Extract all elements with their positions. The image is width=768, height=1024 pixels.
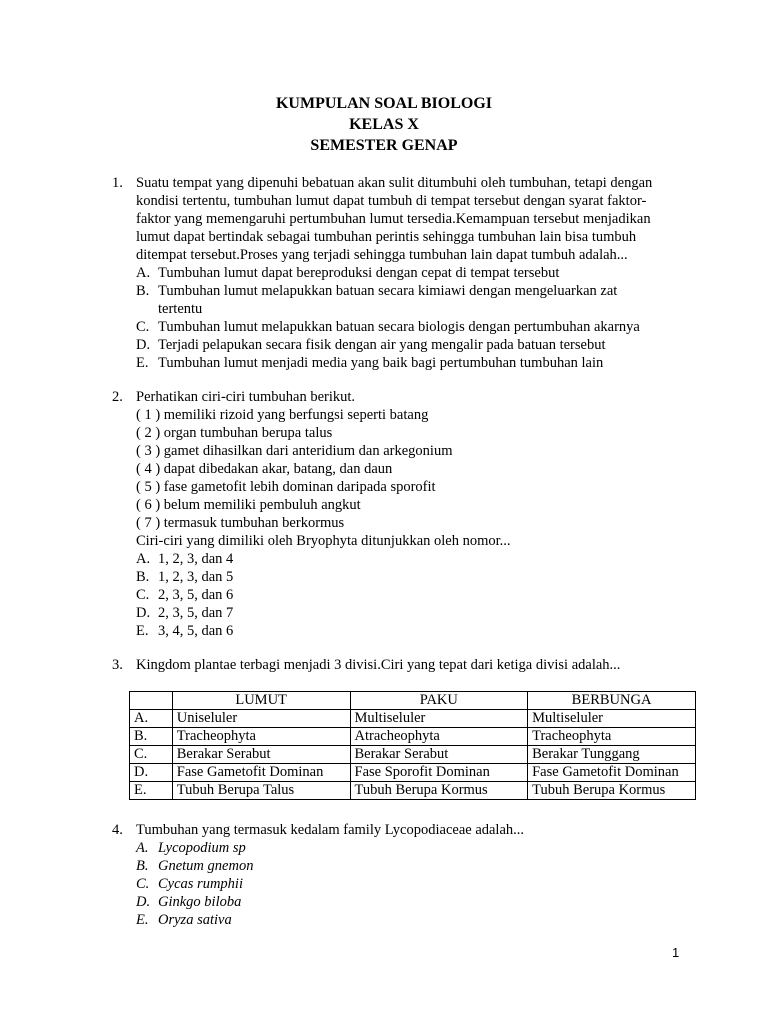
table-cell: Berakar Tunggang bbox=[528, 746, 696, 764]
table-header-cell: PAKU bbox=[350, 692, 528, 710]
characteristic-item: ( 7 ) termasuk tumbuhan berkormus bbox=[136, 515, 345, 531]
question-number: 1. bbox=[112, 175, 123, 191]
option-letter: C. bbox=[136, 319, 150, 335]
option-text: 1, 2, 3, dan 4 bbox=[158, 551, 234, 567]
page-number: 1 bbox=[672, 945, 680, 960]
option-letter: B. bbox=[136, 858, 149, 874]
option-text: Oryza sativa bbox=[158, 912, 232, 928]
question-number: 2. bbox=[112, 389, 123, 405]
option-text: Gnetum gnemon bbox=[158, 858, 254, 874]
table-cell: Tubuh Berupa Kormus bbox=[528, 782, 696, 800]
option-letter: E. bbox=[136, 355, 149, 371]
option-text: Lycopodium sp bbox=[158, 840, 246, 856]
option-letter: D. bbox=[136, 894, 151, 910]
option-letter: C. bbox=[136, 587, 150, 603]
characteristic-item: ( 1 ) memiliki rizoid yang berfungsi seperti batang bbox=[136, 407, 429, 423]
table-cell: Berakar Serabut bbox=[172, 746, 350, 764]
document-semester: SEMESTER GENAP bbox=[310, 137, 458, 154]
question-stem-line: ditempat tersebut.Proses yang terjadi sehingga tumbuhan lain dapat tumbuh adalah... bbox=[136, 247, 628, 263]
question-stem-line: faktor yang memengaruhi pertumbuhan lumut tersedia.Kemampuan tersebut menjadikan bbox=[136, 211, 651, 227]
option-text: Tumbuhan lumut melapukkan batuan secara biologis dengan pertumbuhan akarnya bbox=[158, 319, 640, 335]
table-cell: Fase Gametofit Dominan bbox=[172, 764, 350, 782]
characteristic-item: ( 3 ) gamet dihasilkan dari anteridium dan arkegonium bbox=[136, 443, 453, 459]
table-row bbox=[130, 764, 696, 782]
document-title: KUMPULAN SOAL BIOLOGI bbox=[275, 95, 493, 112]
option-letter: D. bbox=[136, 605, 151, 621]
question-stem: Tumbuhan yang termasuk kedalam family Lycopodiaceae adalah... bbox=[136, 822, 525, 838]
table-cell: Berakar Serabut bbox=[350, 746, 528, 764]
table-header-cell bbox=[130, 692, 173, 710]
table-cell: A. bbox=[130, 710, 173, 728]
characteristic-item: ( 2 ) organ tumbuhan berupa talus bbox=[136, 425, 333, 441]
table-cell: Tracheophyta bbox=[528, 728, 696, 746]
characteristic-item: ( 6 ) belum memiliki pembuluh angkut bbox=[136, 497, 361, 513]
question-stem: Perhatikan ciri-ciri tumbuhan berikut. bbox=[136, 389, 356, 405]
question-number: 3. bbox=[112, 657, 123, 673]
table-row bbox=[130, 746, 696, 764]
table-row bbox=[130, 782, 696, 800]
table-cell: Tubuh Berupa Talus bbox=[172, 782, 350, 800]
table-cell: D. bbox=[130, 764, 173, 782]
table-cell: Tracheophyta bbox=[172, 728, 350, 746]
question-stem-line: Suatu tempat yang dipenuhi bebatuan akan sulit ditumbuhi oleh tumbuhan, tetapi dengan bbox=[136, 175, 653, 191]
option-text: 2, 3, 5, dan 6 bbox=[158, 587, 234, 603]
question-prompt: Ciri-ciri yang dimiliki oleh Bryophyta ditunjukkan oleh nomor... bbox=[136, 533, 511, 549]
division-comparison-table bbox=[129, 691, 696, 800]
option-letter: B. bbox=[136, 569, 150, 585]
option-text: 1, 2, 3, dan 5 bbox=[158, 569, 234, 585]
question-stem-line: kondisi tertentu, tumbuhan lumut dapat tumbuh di tempat tersebut dengan syarat faktor- bbox=[136, 193, 647, 209]
option-text: 2, 3, 5, dan 7 bbox=[158, 605, 234, 621]
option-letter: A. bbox=[136, 265, 151, 281]
table-cell: Multiseluler bbox=[528, 710, 696, 728]
table-cell: Multiseluler bbox=[350, 710, 528, 728]
table-cell: Fase Sporofit Dominan bbox=[350, 764, 528, 782]
table-cell: E. bbox=[130, 782, 173, 800]
option-text: Cycas rumphii bbox=[158, 876, 243, 892]
table-row bbox=[130, 710, 696, 728]
option-letter: E. bbox=[136, 912, 149, 928]
document-class: KELAS X bbox=[349, 116, 419, 133]
option-letter: A. bbox=[136, 551, 151, 567]
table-cell: Atracheophyta bbox=[350, 728, 528, 746]
option-text: Tumbuhan lumut dapat bereproduksi dengan cepat di tempat tersebut bbox=[158, 265, 560, 281]
option-text: Tumbuhan lumut melapukkan batuan secara kimiawi dengan mengeluarkan zat bbox=[158, 283, 618, 299]
question-stem: Kingdom plantae terbagi menjadi 3 divisi.Ciri yang tepat dari ketiga divisi adalah... bbox=[136, 657, 621, 673]
characteristic-item: ( 5 ) fase gametofit lebih dominan daripada sporofit bbox=[136, 479, 436, 495]
question-stem-line: lumut dapat bertindak sebagai tumbuhan perintis sehingga tumbuhan lain bisa tumbuh bbox=[136, 229, 637, 245]
option-letter: C. bbox=[136, 876, 150, 892]
table-header-row bbox=[130, 692, 696, 710]
option-letter: B. bbox=[136, 283, 150, 299]
option-text: 3, 4, 5, dan 6 bbox=[158, 623, 234, 639]
option-text: Terjadi pelapukan secara fisik dengan air yang mengalir pada batuan tersebut bbox=[158, 337, 606, 353]
table-cell: Fase Gametofit Dominan bbox=[528, 764, 696, 782]
table-header-cell: LUMUT bbox=[172, 692, 350, 710]
option-text: Tumbuhan lumut menjadi media yang baik bagi pertumbuhan tumbuhan lain bbox=[158, 355, 604, 371]
table-row bbox=[130, 728, 696, 746]
option-text: Ginkgo biloba bbox=[158, 894, 242, 910]
table-cell: Uniseluler bbox=[172, 710, 350, 728]
option-letter: E. bbox=[136, 623, 149, 639]
table-cell: C. bbox=[130, 746, 173, 764]
table-cell: Tubuh Berupa Kormus bbox=[350, 782, 528, 800]
option-letter: D. bbox=[136, 337, 151, 353]
option-letter: A. bbox=[136, 840, 149, 856]
table-header-cell: BERBUNGA bbox=[528, 692, 696, 710]
table-cell: B. bbox=[130, 728, 173, 746]
question-number: 4. bbox=[112, 822, 123, 838]
option-text-continued: tertentu bbox=[158, 301, 203, 317]
characteristic-item: ( 4 ) dapat dibedakan akar, batang, dan daun bbox=[136, 461, 393, 477]
